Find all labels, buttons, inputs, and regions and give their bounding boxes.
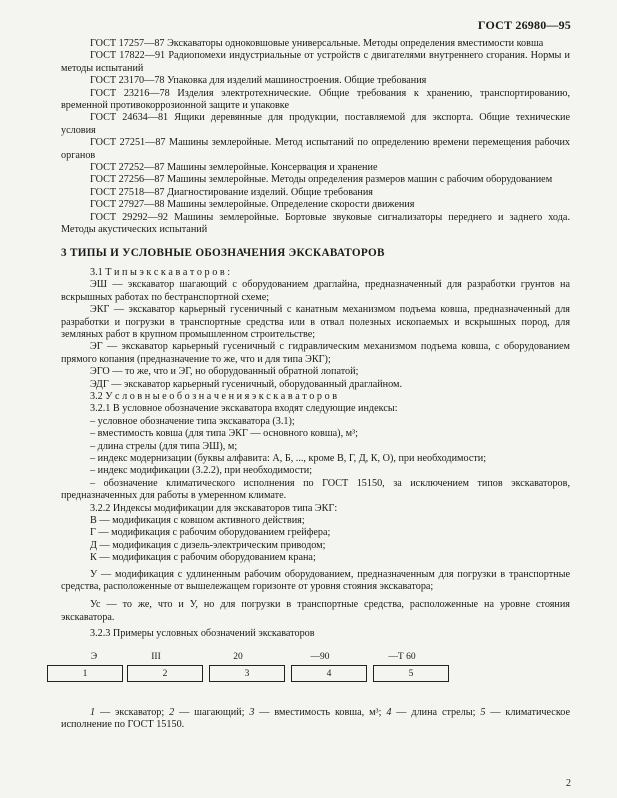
modification-item: Ус — то же, что и У, но для погрузки в транспортные средства, расположенные на уровне стояния экскаватора.: [61, 599, 570, 623]
subsection-3-2-heading: 3.2 У с л о в н ы е о б о з н а ч е н и я э к с к а в а т о р о в: [90, 390, 338, 402]
document-body: [61, 38, 570, 732]
subsection-3-2-2-intro: 3.2.2 Индексы модификации для экскаваторов типа ЭКГ:: [90, 502, 338, 514]
diagram-label: —Т 60: [388, 651, 416, 662]
legend-text: — шагающий;: [174, 706, 250, 718]
subsection-3-1-heading: 3.1 Т и п ы э к с к а в а т о р о в :: [90, 266, 231, 278]
legend-text: — длина стрелы;: [391, 706, 481, 718]
index-item: – длина стрелы (для типа ЭШ), м;: [90, 440, 238, 452]
section-3-title: 3 ТИПЫ И УСЛОВНЫЕ ОБОЗНАЧЕНИЯ ЭКСКАВАТОРОВ: [61, 246, 385, 259]
type-item: ЭДГ — экскаватор карьерный гусеничный, оборудованный драглайном.: [90, 378, 403, 390]
subsection-3-2-3-heading: 3.2.3 Примеры условных обозначений экскаваторов: [90, 628, 315, 640]
diagram-box: 2: [127, 665, 203, 682]
reference-item: ГОСТ 29292—92 Машины землеройные. Бортовые звуковые сигнализаторы переднего и заднего хода. Методы акустических испытаний: [61, 211, 570, 236]
reference-item: ГОСТ 23170—78 Упаковка для изделий машиностроения. Общие требования: [90, 75, 427, 87]
reference-item: ГОСТ 27251—87 Машины землеройные. Метод испытаний по определению времени перемещения рабочих органов: [61, 137, 570, 161]
diagram-box: 4: [291, 665, 367, 682]
reference-item: ГОСТ 17822—91 Радиопомехи индустриальные от устройств с двигателями внутреннего сгорания. Нормы и методы испытаний: [61, 50, 570, 74]
type-item: ЭГ — экскаватор карьерный гусеничный с гидравлическим механизмом подъема ковша, с оборудованием прямого копания (предназначение то же, что и для типа ЭКГ);: [61, 341, 570, 365]
reference-item: ГОСТ 27256—87 Машины землеройные. Методы определения размеров машин с рабочим оборудованием: [90, 174, 553, 186]
diagram-box: 3: [209, 665, 285, 682]
modification-item: К — модификация с рабочим оборудованием крана;: [90, 552, 316, 564]
index-item: – обозначение климатического исполнения по ГОСТ 15150, за исключением типов экскаваторов, предназначенных для работы в умеренном климате.: [61, 477, 570, 502]
modification-item: В — модификация с ковшом активного действия;: [90, 515, 305, 527]
subsection-3-2-1-intro: 3.2.1 В условное обозначение экскаватора входят следующие индексы:: [90, 403, 398, 415]
diagram-label: 20: [233, 651, 243, 662]
references-list: [61, 38, 570, 237]
index-item: – индекс модернизации (буквы алфавита: А, Б, ..., кроме В, Г, Д, К, О), при необходимости;: [90, 453, 487, 464]
reference-item: ГОСТ 27927—88 Машины землеройные. Определение скорости движения: [90, 199, 415, 211]
modification-item: Д — модификация с дизель-электрическим приводом;: [90, 539, 326, 551]
legend-text: — вместимость ковша, м³;: [254, 706, 387, 718]
reference-item: ГОСТ 27518—87 Диагностирование изделий. Общие требования: [90, 186, 373, 198]
legend-number: 3: [249, 706, 255, 718]
type-item: ЭГО — то же, что и ЭГ, но оборудованный обратной лопатой;: [90, 366, 359, 378]
designation-diagram: [61, 651, 570, 703]
reference-item: ГОСТ 27252—87 Машины землеройные. Консервация и хранение: [90, 162, 378, 174]
index-item: – условное обозначение типа экскаватора (3.1);: [90, 415, 295, 427]
index-item: – индекс модификации (3.2.2), при необходимости;: [90, 465, 313, 477]
modification-item: У — модификация с удлиненным рабочим оборудованием, предназначенным для погрузки в транспортные средства, расположенные от вышележащем горизонте от уровня стояния экскаватора;: [61, 568, 570, 593]
diagram-box: 5: [373, 665, 449, 682]
diagram-box: 1: [47, 665, 123, 682]
legend-number: 4: [386, 706, 392, 718]
page-header-title: ГОСТ 26980—95: [477, 18, 571, 32]
diagram-legend: [61, 707, 570, 732]
diagram-label: III: [151, 651, 161, 662]
type-item: ЭШ — экскаватор шагающий с оборудованием драглайна, предназначенный для разработки грунтов на вскрышных работах по бестранспортной схеме;: [61, 279, 570, 303]
legend-number: 1: [90, 706, 96, 718]
diagram-label: —90: [310, 651, 330, 662]
reference-item: ГОСТ 24634—81 Ящики деревянные для продукции, поставляемой для экспорта. Общие технические условия: [61, 112, 570, 136]
modification-item: Г — модификация с рабочим оборудованием грейфера;: [90, 527, 331, 539]
legend-text: — экскаватор;: [95, 706, 170, 718]
page-number: 2: [566, 778, 571, 789]
type-item: ЭКГ — экскаватор карьерный гусеничный с канатным механизмом подъема ковша, предназначенный для разработки и погрузки в транспортные средства или в отвал полезных ископаемых и вскрышных пород, для земляных работ в крупном промышленном строительстве;: [61, 304, 570, 340]
legend-text: — климатическое исполнение по ГОСТ 15150.: [61, 706, 570, 731]
reference-item: ГОСТ 17257—87 Экскаваторы одноковшовые универсальные. Методы определения вместимости ковша: [90, 38, 544, 49]
legend-number: 5: [480, 706, 486, 718]
diagram-label: Э: [90, 651, 98, 662]
legend-number: 2: [169, 706, 175, 718]
reference-item: ГОСТ 23216—78 Изделия электротехнические. Общие требования к хранению, транспортированию, временной противокоррозионной защите и упаковке: [61, 87, 570, 112]
index-item: – вместимость ковша (для типа ЭКГ — основного ковша), м³;: [90, 428, 358, 440]
